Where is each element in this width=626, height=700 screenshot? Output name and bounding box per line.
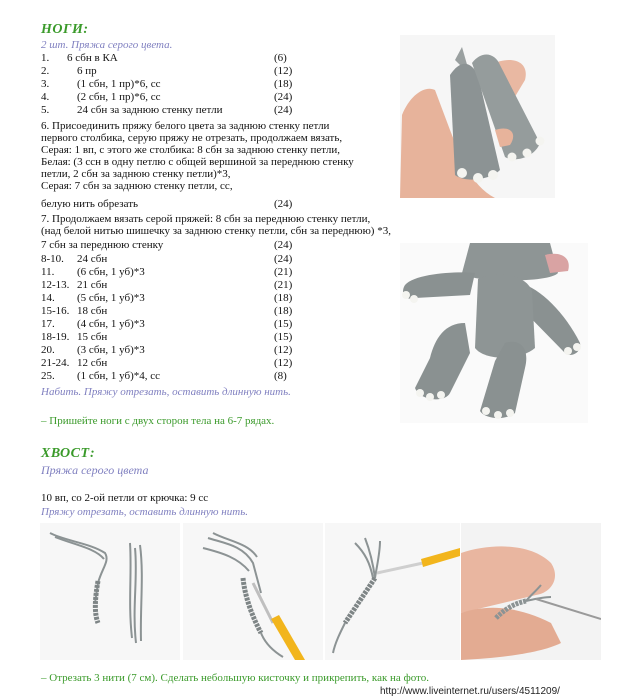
- photo-hook-through-chain: [183, 523, 323, 660]
- row-number: 18-19.: [41, 331, 70, 343]
- row-instruction: (4 сбн, 1 уб)*3: [77, 318, 145, 330]
- row-stitch-count: (18): [274, 292, 293, 304]
- row-instruction: 15 сбн: [77, 331, 108, 343]
- row-instruction: 24 сбн: [77, 253, 108, 265]
- row-instruction: 21 сбн: [77, 279, 108, 291]
- row-stitch-count: (24): [274, 91, 293, 103]
- row-6-line: петли, 2 сбн за заднюю стенку петли)*3,: [41, 168, 231, 180]
- row-number: 12-13.: [41, 279, 70, 291]
- row-instruction: (6 сбн, 1 уб)*3: [77, 266, 145, 278]
- legs-heading: НОГИ:: [41, 22, 89, 37]
- row-number: 2.: [41, 65, 50, 77]
- row-7-last-text: 7 сбн за переднюю стенку: [41, 239, 164, 251]
- legs-end-note: Набить. Пряжу отрезать, оставить длинную нить.: [41, 386, 291, 398]
- row-instruction: 24 сбн за заднюю стенку петли: [77, 104, 223, 116]
- hook-chain-drawing: [183, 523, 323, 660]
- row-number: 25.: [41, 370, 55, 382]
- photo-hook-pulling-strands: [325, 523, 460, 660]
- row-7-count: (24): [274, 239, 293, 251]
- row-stitch-count: (15): [274, 331, 293, 343]
- row-number: 17.: [41, 318, 55, 330]
- source-url: http://www.liveinternet.ru/users/4511209/: [380, 686, 560, 697]
- row-instruction: (1 сбн, 1 уб)*4, сс: [77, 370, 161, 382]
- row-6-block: [41, 120, 354, 192]
- toy-body-drawing: [400, 243, 588, 423]
- row-instruction: 6 сбн в КА: [67, 52, 118, 64]
- row-number: 14.: [41, 292, 55, 304]
- tail-end-note: Пряжу отрезать, оставить длинную нить.: [41, 506, 248, 518]
- row-6-line: первого столбика, серую пряжу не отрезать, продолжаем вязать,: [41, 132, 343, 144]
- row-stitch-count: (12): [274, 357, 293, 369]
- tail-instruction: 10 вп, со 2-ой петли от крючка: 9 сс: [41, 492, 209, 504]
- row-instruction: 6 пр: [77, 65, 97, 77]
- photo-legs-in-hand: [400, 35, 555, 198]
- row-stitch-count: (12): [274, 65, 293, 77]
- row-6-count: (24): [274, 198, 293, 210]
- row-instruction: 18 сбн: [77, 305, 108, 317]
- photo-tail-strands: [40, 523, 180, 660]
- row-number: 4.: [41, 91, 50, 103]
- row-6-last-text: белую нить обрезать: [41, 198, 139, 210]
- hook-strands-drawing: [325, 523, 460, 660]
- row-number: 8-10.: [41, 253, 64, 265]
- photo-toy-body: [400, 243, 588, 423]
- row-number: 1.: [41, 52, 50, 64]
- legs-yarn-note: 2 шт. Пряжа серого цвета.: [41, 39, 173, 51]
- row-stitch-count: (15): [274, 318, 293, 330]
- row-number: 15-16.: [41, 305, 70, 317]
- row-number: 21-24.: [41, 357, 70, 369]
- row-number: 3.: [41, 78, 50, 90]
- row-7-line: (над белой нитью шишечку за заднюю стенку петли, сбн за переднюю) *3,: [41, 225, 391, 237]
- row-number: 5.: [41, 104, 50, 116]
- row-number: 20.: [41, 344, 55, 356]
- footer-instruction: – Отрезать 3 нити (7 см). Сделать небольшую кисточку и прикрепить, как на фото.: [41, 672, 429, 684]
- row-instruction: 12 сбн: [77, 357, 108, 369]
- row-number: 11.: [41, 266, 55, 278]
- tail-strands-drawing: [40, 523, 180, 660]
- row-6-line: Белая: (3 ссн в одну петлю с общей вершиной за переднюю стенку: [41, 156, 354, 168]
- row-stitch-count: (12): [274, 344, 293, 356]
- row-6-line: Серая: 7 сбн за заднюю стенку петли, сс,: [41, 180, 233, 192]
- tassel-hand-drawing: [461, 523, 601, 660]
- row-instruction: (5 сбн, 1 уб)*3: [77, 292, 145, 304]
- row-stitch-count: (21): [274, 279, 293, 291]
- row-instruction: (1 сбн, 1 пр)*6, сс: [77, 78, 161, 90]
- row-stitch-count: (24): [274, 104, 293, 116]
- row-stitch-count: (24): [274, 253, 293, 265]
- tail-heading: ХВОСТ:: [41, 446, 96, 461]
- legs-in-hand-drawing: [400, 35, 555, 198]
- legs-sew-note: – Пришейте ноги с двух сторон тела на 6-7 рядах.: [41, 415, 275, 427]
- photo-tassel-in-hand: [461, 523, 601, 660]
- row-7-block: [41, 213, 391, 237]
- row-7-line: 7. Продолжаем вязать серой пряжей: 8 сбн за переднюю стенку петли,: [41, 213, 371, 225]
- row-6-line: Серая: 1 вп, с этого же столбика: 8 сбн за заднюю стенку петли,: [41, 144, 340, 156]
- row-stitch-count: (6): [274, 52, 287, 64]
- tail-yarn-note: Пряжа серого цвета: [41, 463, 149, 477]
- row-instruction: (3 сбн, 1 уб)*3: [77, 344, 145, 356]
- row-stitch-count: (18): [274, 305, 293, 317]
- row-stitch-count: (21): [274, 266, 293, 278]
- row-instruction: (2 сбн, 1 пр)*6, сс: [77, 91, 161, 103]
- row-6-line: 6. Присоединить пряжу белого цвета за заднюю стенку петли: [41, 120, 330, 132]
- row-stitch-count: (18): [274, 78, 293, 90]
- row-stitch-count: (8): [274, 370, 287, 382]
